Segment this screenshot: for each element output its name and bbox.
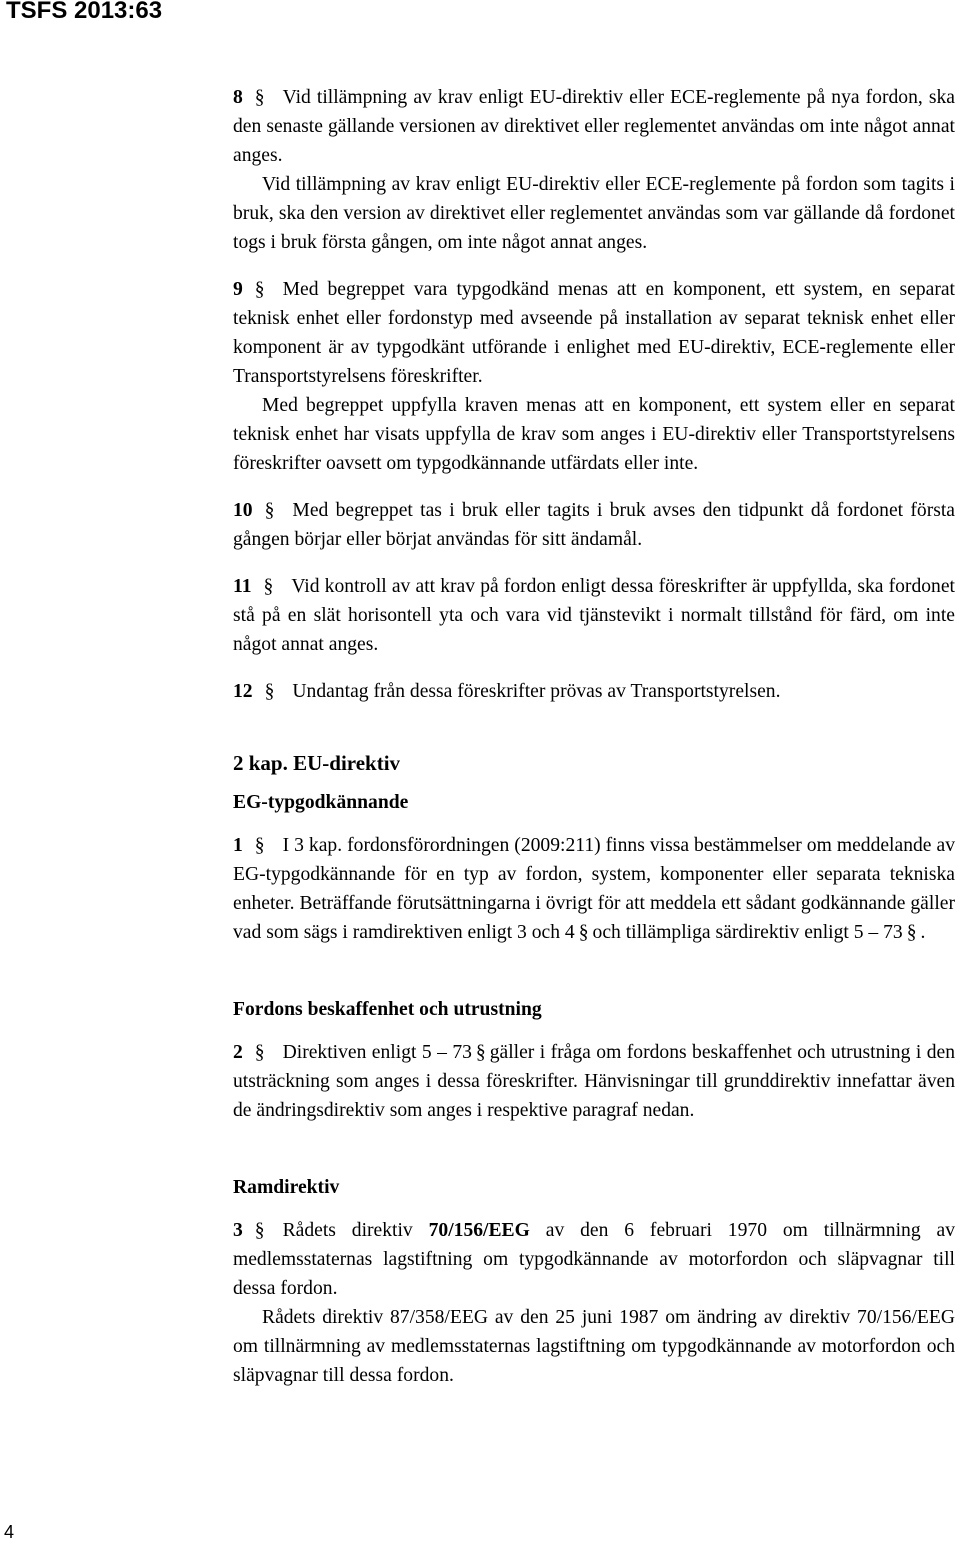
paragraph-symbol: § — [254, 1042, 265, 1063]
section-10 — [233, 496, 955, 554]
section-text-part-a: Rådets direktiv — [282, 1220, 413, 1241]
chapter-2-section-1 — [233, 831, 955, 947]
section-9-paragraph-2: Med begreppet uppfylla kraven menas att en komponent, ett system eller en separat teknisk enhet har visats uppfylla de krav som anges i EU-direktiv eller Transportstyrelsens föreskrifter oavsett om typgodkännande utfärdats eller inte. — [233, 395, 955, 474]
paragraph-symbol: § — [254, 87, 265, 108]
chapter-2-section-2 — [233, 1038, 955, 1125]
paragraph-symbol: § — [263, 576, 274, 597]
section-text-part-b: av den 6 februari 1970 om tillnärmning av medlemsstaternas lagstiftning om typgodkännande av motorfordon och släpvagnar till dessa fordon. — [233, 1220, 955, 1299]
heading-ramdirektiv: Ramdirektiv — [233, 1177, 340, 1198]
section-text-part-b: gäller i fråga om fordons beskaffenhet och utrustning i den utsträckning som anges i dessa föreskrifter. Hänvisningar till grunddirektiv innefattar även de ändringsdirektiv som anges i respektive paragraf nedan. — [233, 1042, 955, 1121]
section-number: 2 — [233, 1042, 243, 1063]
section-number: 9 — [233, 279, 243, 300]
chapter-title: 2 kap. EU-direktiv — [233, 751, 401, 775]
paragraph-symbol: § — [254, 279, 265, 300]
section-8-paragraph-1 — [233, 83, 955, 170]
section-text: Vid kontroll av att krav på fordon enligt dessa föreskrifter är uppfyllda, ska fordonet stå på en slät horisontell yta och vara vid tjänstevikt i normalt tillstånd för färd, om inte något annat anges. — [233, 576, 955, 655]
section-number: 12 — [233, 681, 253, 702]
paragraph-symbol: § — [264, 681, 275, 702]
heading-fordons-beskaffenhet: Fordons beskaffenhet och utrustning — [233, 999, 542, 1020]
section-text-part-c: . — [920, 922, 926, 943]
section-number: 3 — [233, 1220, 243, 1241]
section-text-part-a: I 3 kap. fordonsförordningen (2009:211) finns vissa bestämmelser om meddelande av EG-typgodkännande för en typ av fordon, system, komponenter eller separata tekniska enheter. Beträffande förutsättningarna i övrigt för att meddela ett sådant godkännande gäller vad som sägs i ramdirektiven enligt 3 och 4 — [233, 835, 955, 943]
document-body — [233, 83, 955, 1390]
paragraph-symbol: § — [578, 922, 589, 943]
page-number: 4 — [4, 1522, 15, 1542]
paragraph-symbol: § — [254, 1220, 265, 1241]
section-9-paragraph-1 — [233, 275, 955, 391]
paragraph-symbol: § — [475, 1042, 486, 1063]
section-text: Undantag från dessa föreskrifter prövas av Transportstyrelsen. — [292, 681, 781, 702]
chapter-2-section-3-paragraph-2: Rådets direktiv 87/358/EEG av den 25 juni 1987 om ändring av direktiv 70/156/EEG om tillnärmning av medlemsstaternas lagstiftning om typgodkännande av motorfordon och släpvagnar till dessa fordon. — [233, 1307, 955, 1386]
section-text: Vid tillämpning av krav enligt EU-direktiv eller ECE-reglemente på nya fordon, ska den senaste gällande versionen av direktivet eller reglementet användas om inte något annat anges. — [233, 87, 955, 166]
section-12 — [233, 677, 955, 706]
section-number: 11 — [233, 576, 252, 597]
section-8-paragraph-2: Vid tillämpning av krav enligt EU-direktiv eller ECE-reglemente på fordon som tagits i bruk, ska den version av direktivet eller reglementet användas som var gällande då fordonet togs i bruk första gången, om inte något annat anges. — [233, 174, 955, 253]
directive-reference: 70/156/EEG — [428, 1220, 530, 1241]
section-text-part-a: Direktiven enligt 5 – 73 — [282, 1042, 472, 1063]
chapter-2-section-3 — [233, 1216, 955, 1303]
paragraph-symbol: § — [254, 835, 265, 856]
section-number: 10 — [233, 500, 253, 521]
paragraph-symbol: § — [906, 922, 917, 943]
section-number: 1 — [233, 835, 243, 856]
section-number: 8 — [233, 87, 243, 108]
chapter-subheading: EG-typgodkännande — [233, 792, 409, 813]
section-text: Med begreppet tas i bruk eller tagits i bruk avses den tidpunkt då fordonet första gången börjar eller börjat användas för sitt ändamål. — [233, 500, 955, 550]
section-11 — [233, 572, 955, 659]
document-header: TSFS 2013:63 — [6, 0, 163, 24]
section-text: Med begreppet vara typgodkänd menas att en komponent, ett system, en separat teknisk enhet eller fordonstyp med avseende på installation av separat teknisk enhet eller komponent är av typgodkänt utförande i enlighet med EU-direktiv, ECE-reglemente eller Transportstyrelsens föreskrifter. — [233, 279, 955, 387]
paragraph-symbol: § — [264, 500, 275, 521]
section-text-part-b: och tillämpliga särdirektiv enligt 5 – 73 — [592, 922, 903, 943]
